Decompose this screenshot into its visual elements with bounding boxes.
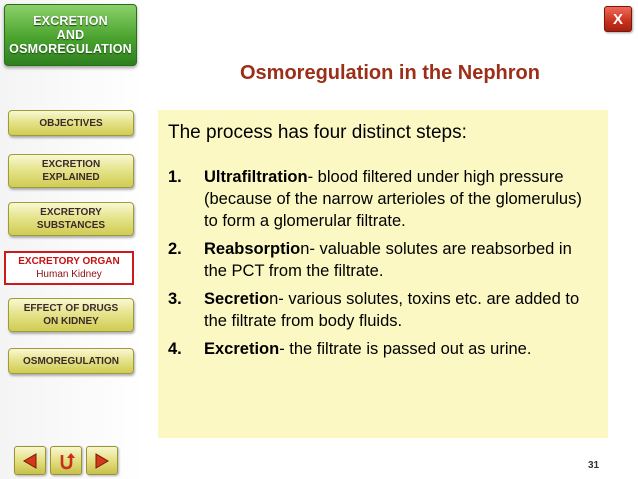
logo <box>4 4 137 66</box>
nav-osmoregulation[interactable] <box>8 348 134 374</box>
nav-label: EFFECT OF DRUGS <box>23 303 119 314</box>
page-number: 31 <box>588 460 600 471</box>
forward-button[interactable] <box>86 446 118 475</box>
step-body <box>204 288 598 332</box>
nav-label: OSMOREGULATION <box>23 355 119 367</box>
close-icon: X <box>612 10 623 28</box>
step-term: Ultrafiltration <box>204 168 308 186</box>
nav-label: EXCRETORY <box>40 207 102 218</box>
step-number: 3. <box>168 290 182 308</box>
nav-label: OBJECTIVES <box>39 117 103 129</box>
step-item <box>168 238 598 282</box>
back-button[interactable] <box>14 446 46 475</box>
nav-excretory-substances[interactable] <box>8 202 134 236</box>
forward-icon <box>93 452 111 470</box>
nav-label: EXCRETION <box>41 159 101 170</box>
close-button[interactable] <box>604 6 632 32</box>
step-body <box>204 238 598 282</box>
logo-line: OSMOREGULATION <box>9 42 132 56</box>
step-item <box>168 288 598 332</box>
back-icon <box>21 452 39 470</box>
step-body <box>204 166 598 232</box>
content-panel <box>158 110 608 438</box>
nav-objectives[interactable] <box>8 110 134 136</box>
step-body <box>204 338 531 360</box>
step-term: Secretio <box>204 290 270 308</box>
nav-label: ON KIDNEY <box>43 316 99 327</box>
nav-excretory-organ[interactable] <box>4 251 134 285</box>
sidebar <box>0 0 145 479</box>
logo-line: EXCRETION <box>33 14 108 28</box>
step-term: Reabsorptio <box>204 240 301 258</box>
return-icon <box>56 451 76 471</box>
step-text: - the filtrate is passed out as urine. <box>279 340 532 358</box>
steps-list <box>168 166 598 360</box>
step-term: Excretion <box>204 340 280 358</box>
step-item <box>168 166 598 232</box>
nav-excretion-explained[interactable] <box>8 154 134 188</box>
step-item <box>168 338 598 360</box>
step-number: 2. <box>168 240 182 258</box>
step-text: n- various solutes, toxins etc. are added to the filtrate from body fluids. <box>204 290 580 330</box>
nav-sublabel: Human Kidney <box>36 269 102 280</box>
nav-label: EXPLAINED <box>42 172 100 183</box>
navigation-controls <box>14 446 118 474</box>
step-number: 1. <box>168 168 182 186</box>
nav-label: SUBSTANCES <box>36 220 106 231</box>
page-title: Osmoregulation in the Nephron <box>239 62 540 84</box>
step-text: n- valuable solutes are reabsorbed in the PCT from the filtrate. <box>204 240 572 280</box>
logo-line: AND <box>56 28 85 42</box>
step-text: - blood filtered under high pressure (because of the narrow arterioles of the glomerulus) to form a glomerular filtrate. <box>204 168 582 230</box>
intro-text: The process has four distinct steps: <box>168 122 467 143</box>
nav-label: EXCRETORY ORGAN <box>18 256 120 267</box>
return-button[interactable] <box>50 446 82 475</box>
step-number: 4. <box>168 340 182 358</box>
nav-effect-of-drugs[interactable] <box>8 298 134 332</box>
